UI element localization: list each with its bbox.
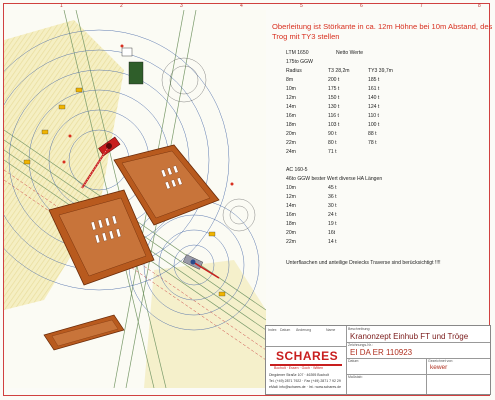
company-address: Dingdener Straße 107 · 46395 Bocholt: [269, 373, 329, 377]
crane1-t3: 80 t: [328, 140, 337, 146]
tb-label-drawing-no: Zeichnungs-Nr.:: [348, 343, 373, 347]
equipment-block: [129, 62, 143, 84]
equipment-block: [122, 48, 132, 56]
crane1-ty3: 100 t: [368, 122, 380, 128]
crane1-ty3: 124 t: [368, 104, 380, 110]
crane1-name: LTM 1650: [286, 50, 309, 56]
note-title-line1: Oberleitung ist Störkante in ca. 12m Höhne bei 10m Abstand, des: [272, 22, 493, 31]
crane1-header-ty3: TY3 39,7m: [368, 68, 393, 74]
crane1-radius: 8m: [286, 77, 294, 83]
tb-label-date: Datum:: [348, 359, 360, 363]
tb-label-scale: Maßstab:: [348, 375, 363, 379]
crane2-radius: 10m: [286, 185, 296, 191]
crane2-radius: 14m: [286, 203, 296, 209]
crane1-ty3: 161 t: [368, 86, 380, 92]
tb-label: Änderung: [296, 328, 312, 332]
crane1-t3: 71 t: [328, 149, 337, 155]
site-plan: [4, 10, 266, 388]
crane1-ty3: 88 t: [368, 131, 377, 137]
crane1-ty3: 78 t: [368, 140, 377, 146]
crane2-load: 19 t: [328, 221, 337, 227]
crane1-t3: 90 t: [328, 131, 337, 137]
crane2-radius: 18m: [286, 221, 296, 227]
crane1-radius: 12m: [286, 95, 296, 101]
crane1-ballast: 175to GGW: [286, 59, 313, 65]
crane1-t3: 130 t: [328, 104, 340, 110]
border-label: 6: [360, 3, 363, 9]
border-label: 8: [478, 3, 481, 9]
drawing-number: EI DA ER 110923: [350, 348, 413, 357]
crane1-t3: 175 t: [328, 86, 340, 92]
company-logo: [270, 350, 342, 366]
crane1-radius: 22m: [286, 140, 296, 146]
footer-note: Unterflaschen und anteilige Dreiecks Traverse sind berücksichtigt !!!!: [286, 260, 441, 266]
crane1-header-t3: T3 28,2m: [328, 68, 350, 74]
crane2-load: 16t: [328, 230, 336, 236]
drawing-description: Kranonzept Einhub FT und Tröge: [350, 332, 469, 341]
crane1-t3: 116 t: [328, 113, 339, 119]
crane1-header-radius: Radius: [286, 68, 302, 74]
crane1-radius: 14m: [286, 104, 296, 110]
crane1-mode: Netto Werte: [336, 50, 364, 56]
crane2-radius: 22m: [286, 239, 296, 245]
crane2-load: 14 t: [328, 239, 337, 245]
crane1-t3: 150 t: [328, 95, 340, 101]
border-label: 2: [120, 3, 123, 9]
crane2-radius: 16m: [286, 212, 296, 218]
company-sub: Bocholt · Essen · Goch · Witten: [274, 366, 324, 370]
crane2-load: 36 t: [328, 194, 337, 200]
crane1-radius: 16m: [286, 113, 296, 119]
crane-notes: [272, 22, 494, 322]
crane1-radius: 24m: [286, 149, 296, 155]
crane1-radius: 18m: [286, 122, 296, 128]
crane1-radius: 20m: [286, 131, 296, 137]
note-title-line2: Trog mit TY3 stellen: [272, 31, 340, 41]
border-label: 3: [180, 3, 183, 9]
company-email: eMail: info@schares.de · Int.: www.schares.de: [269, 385, 342, 389]
company-phone: Tel. (+49) 2871 7922 · Fax (+49) 2871 7 92 29: [269, 379, 341, 383]
tb-label-drawn-by: Gezeichnet von:: [428, 359, 454, 363]
crane2-radius: 20m: [286, 230, 296, 236]
tb-label-description: Beschreibung:: [348, 327, 371, 331]
crane2-load: 30 t: [328, 203, 337, 209]
crane1-ty3: 110 t: [368, 113, 379, 119]
border-label: 4: [240, 3, 243, 9]
drawn-by: kewer: [430, 364, 448, 371]
crane2-load: 45 t: [328, 185, 337, 191]
crane1-radius: 10m: [286, 86, 296, 92]
border-label: 7: [420, 3, 423, 9]
crane2-radius: 12m: [286, 194, 296, 200]
tb-label: Index: [268, 328, 277, 332]
crane1-ty3: 185 t: [368, 77, 380, 83]
crane1-t3: 103 t: [328, 122, 340, 128]
tb-label: Name: [326, 328, 336, 332]
crane1-ty3: 140 t: [368, 95, 380, 101]
crane2-load: 24 t: [328, 212, 337, 218]
company-name: SCHARES: [276, 349, 339, 363]
title-block: [265, 325, 491, 395]
crane2-ballast: 46to GGW bester Wert diverse HA Längen: [286, 176, 383, 182]
border-label: 1: [60, 3, 63, 9]
border-label: 5: [300, 3, 303, 9]
crane1-t3: 200 t: [328, 77, 340, 83]
crane2-name: AC 160-5: [286, 167, 308, 173]
tb-label: Datum: [280, 328, 291, 332]
